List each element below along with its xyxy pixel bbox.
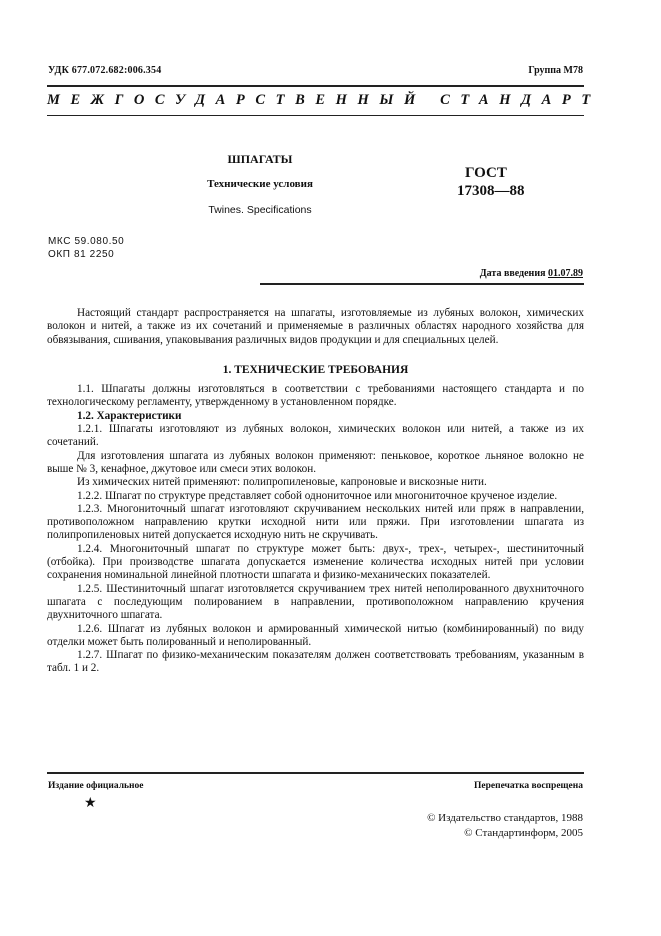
document-title: ШПАГАТЫ bbox=[227, 152, 293, 166]
okp-code: ОКП 81 2250 bbox=[48, 249, 115, 260]
document-title-english: Twines. Specifications bbox=[208, 204, 312, 216]
udk-code: УДК 677.072.682:006.354 bbox=[48, 65, 162, 76]
paragraph-1-2-1-c: Из химических нитей применяют: полипропиленовые, капроновые и вискозные нити. bbox=[77, 476, 487, 489]
gost-label: ГОСТ bbox=[465, 165, 507, 181]
copyright-publisher-1988: © Издательство стандартов, 1988 bbox=[427, 812, 583, 824]
intro-paragraph: Настоящий стандарт распространяется на шпагаты, изготовляемые из лубяных волокон, химических волокон и нитей, а также из их сочетаний и применяемые в различных областях народного хозяйства для обвязывания, сшивания, упаковывания различных видов продукции и для специальных целей. bbox=[47, 307, 584, 346]
paragraph-1-2-7: 1.2.7. Шпагат по физико-механическим показателям должен соответствовать требованиям, указанным в табл. 1 и 2. bbox=[47, 649, 584, 675]
introduction-date-label: Дата введения bbox=[479, 268, 546, 279]
mks-code: МКС 59.080.50 bbox=[48, 236, 125, 247]
paragraph-1-2-4: 1.2.4. Многониточный шпагат по структуре может быть: двух-, трех-, четырех-, шестиниточный (отбойка). При производстве шпагата допускается изменение количества исходных нитей при условии сохранения номинальной линейной плотности шпагата и физико-механических показателей. bbox=[47, 542, 584, 582]
group-code: Группа М78 bbox=[528, 65, 583, 76]
section-heading: 1. ТЕХНИЧЕСКИЕ ТРЕБОВАНИЯ bbox=[222, 363, 409, 376]
reprint-prohibited-note: Перепечатка воспрещена bbox=[473, 781, 583, 791]
document-subtitle: Технические условия bbox=[207, 178, 313, 190]
standard-banner: МЕЖГОСУДАРСТВЕННЫЙ СТАНДАРТ bbox=[47, 92, 601, 108]
footer-rule bbox=[47, 772, 584, 774]
paragraph-1-2-2: 1.2.2. Шпагат по структуре представляет собой однониточное или многониточное крученое изделие. bbox=[77, 489, 558, 502]
paragraph-1-1: 1.1. Шпагаты должны изготовляться в соответствии с требованиями настоящего стандарта и по технологическому регламенту, утвержденному в установленном порядке. bbox=[47, 383, 584, 409]
paragraph-1-2-1: 1.2.1. Шпагаты изготовляют из лубяных волокон, химических волокон или нитей, а также из их сочетаний. bbox=[47, 423, 584, 449]
official-edition-note: Издание официальное bbox=[48, 781, 144, 791]
introduction-date-value: 01.07.89 bbox=[548, 268, 583, 279]
paragraph-1-2-6: 1.2.6. Шпагат из лубяных волокон и армированный химической нитью (комбинированный) по виду отделки может быть полированный и неполированный. bbox=[47, 622, 584, 648]
introduction-date bbox=[480, 268, 583, 279]
date-rule bbox=[260, 283, 584, 285]
paragraph-1-2-3: 1.2.3. Многониточный шпагат изготовляют скручиванием нескольких нитей или пряж в направлении, противоположном направлению крутки исходной нити или пряжи. При изготовлении шпагата из полипропиленовых нитей допускается исходную нить не скручивать. bbox=[47, 502, 584, 542]
paragraph-1-2-1-b: Для изготовления шпагата из лубяных волокон применяют: пеньковое, короткое льняное волокно не выше № 3, кенафное, джутовое или смеси этих волокон. bbox=[47, 449, 584, 475]
star-icon: ★ bbox=[84, 796, 97, 811]
header-rule-bottom bbox=[47, 115, 584, 116]
document-body bbox=[47, 307, 584, 676]
copyright-publisher-2005: © Стандартинформ, 2005 bbox=[464, 827, 583, 839]
subsection-heading-1-2: 1.2. Характеристики bbox=[77, 409, 182, 422]
paragraph-1-2-5: 1.2.5. Шестиниточный шпагат изготовляется скручиванием трех нитей неполированного двухниточного шпагата с последующим полированием в направлении, противоположном направлению кручения двухниточного шпагата. bbox=[47, 582, 584, 622]
gost-number: 17308—88 bbox=[457, 183, 525, 199]
header-rule-top bbox=[47, 85, 584, 87]
